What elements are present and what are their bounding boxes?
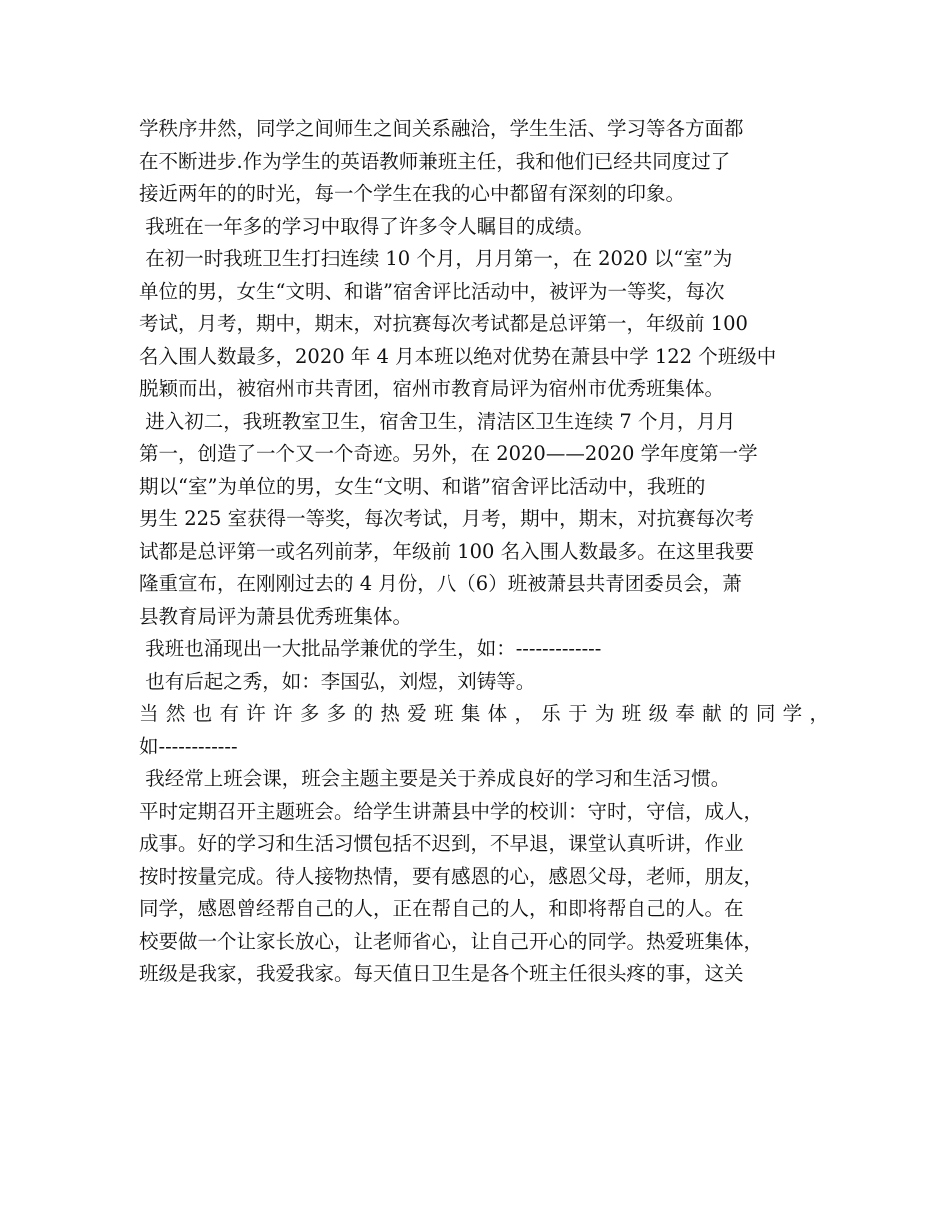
text-line: 男生 225 室获得一等奖，每次考试，月考，期中，期末，对抗赛每次考 <box>139 507 755 530</box>
text-line: 也有后起之秀，如：李国弘，刘煜，刘铸等。 <box>139 669 536 693</box>
text-line: 当然也有许许多多的热爱班集体，乐于为班级奉献的同学， <box>139 702 829 725</box>
text-line: 脱颖而出，被宿州市共青团，宿州市教育局评为宿州市优秀班集体。 <box>139 377 725 400</box>
text-line: 第一，创造了一个又一个奇迹。另外，在 2020——2020 学年度第一学 <box>139 442 758 465</box>
text-line: 在初一时我班卫生打扫连续 10 个月，月月第一，在 2020 以“室”为 <box>139 247 733 270</box>
text-line: 名入围人数最多，2020 年 4 月本班以绝对优势在萧县中学 122 个班级中 <box>139 344 777 368</box>
text-line: 单位的男，女生“文明、和谐”宿舍评比活动中，被评为一等奖，每次 <box>139 279 725 303</box>
text-line: 平时定期召开主题班会。给学生讲萧县中学的校训：守时，守信，成人， <box>139 799 764 823</box>
document-body <box>139 113 829 991</box>
text-line: 校要做一个让家长放心，让老师省心，让自己开心的同学。热爱班集体， <box>139 929 764 953</box>
text-line: 成事。好的学习和生活习惯包括不迟到，不早退，课堂认真听讲，作业 <box>139 832 744 855</box>
text-line: 进入初二，我班教室卫生，宿舍卫生，清洁区卫生连续 7 个月，月月 <box>139 409 736 433</box>
text-line: 按时按量完成。待人接物热情，要有感恩的心，感恩父母，老师，朋友， <box>139 864 764 888</box>
text-line: 在不断进步.作为学生的英语教师兼班主任，我和他们已经共同度过了 <box>139 149 731 173</box>
text-line: 期以“室”为单位的男，女生“文明、和谐”宿舍评比活动中，我班的 <box>139 474 706 498</box>
text-line: 接近两年的的时光，每一个学生在我的心中都留有深刻的印象。 <box>139 182 686 205</box>
text-line: 如------------ <box>139 734 238 758</box>
text-line: 考试，月考，期中，期末，对抗赛每次考试都是总评第一，年级前 100 <box>139 312 748 335</box>
text-line: 班级是我家，我爱我家。每天值日卫生是各个班主任很头疼的事，这关 <box>139 962 744 985</box>
text-line: 我经常上班会课，班会主题主要是关于养成良好的学习和生活习惯。 <box>139 767 731 790</box>
text-line: 同学，感恩曾经帮自己的人，正在帮自己的人，和即将帮自己的人。在 <box>139 897 744 920</box>
text-line: 学秩序井然，同学之间师生之间关系融洽，学生生活、学习等各方面都 <box>139 117 744 140</box>
text-line: 县教育局评为萧县优秀班集体。 <box>139 604 413 628</box>
text-line: 我班在一年多的学习中取得了许多令人瞩目的成绩。 <box>139 214 594 238</box>
text-line: 我班也涌现出一大批品学兼优的学生，如：------------- <box>139 637 602 660</box>
text-line: 试都是总评第一或名列前茅，年级前 100 名入围人数最多。在这里我要 <box>139 539 755 563</box>
text-line: 隆重宣布，在刚刚过去的 4 月份，八（6）班被萧县共青团委员会，萧 <box>139 572 742 595</box>
